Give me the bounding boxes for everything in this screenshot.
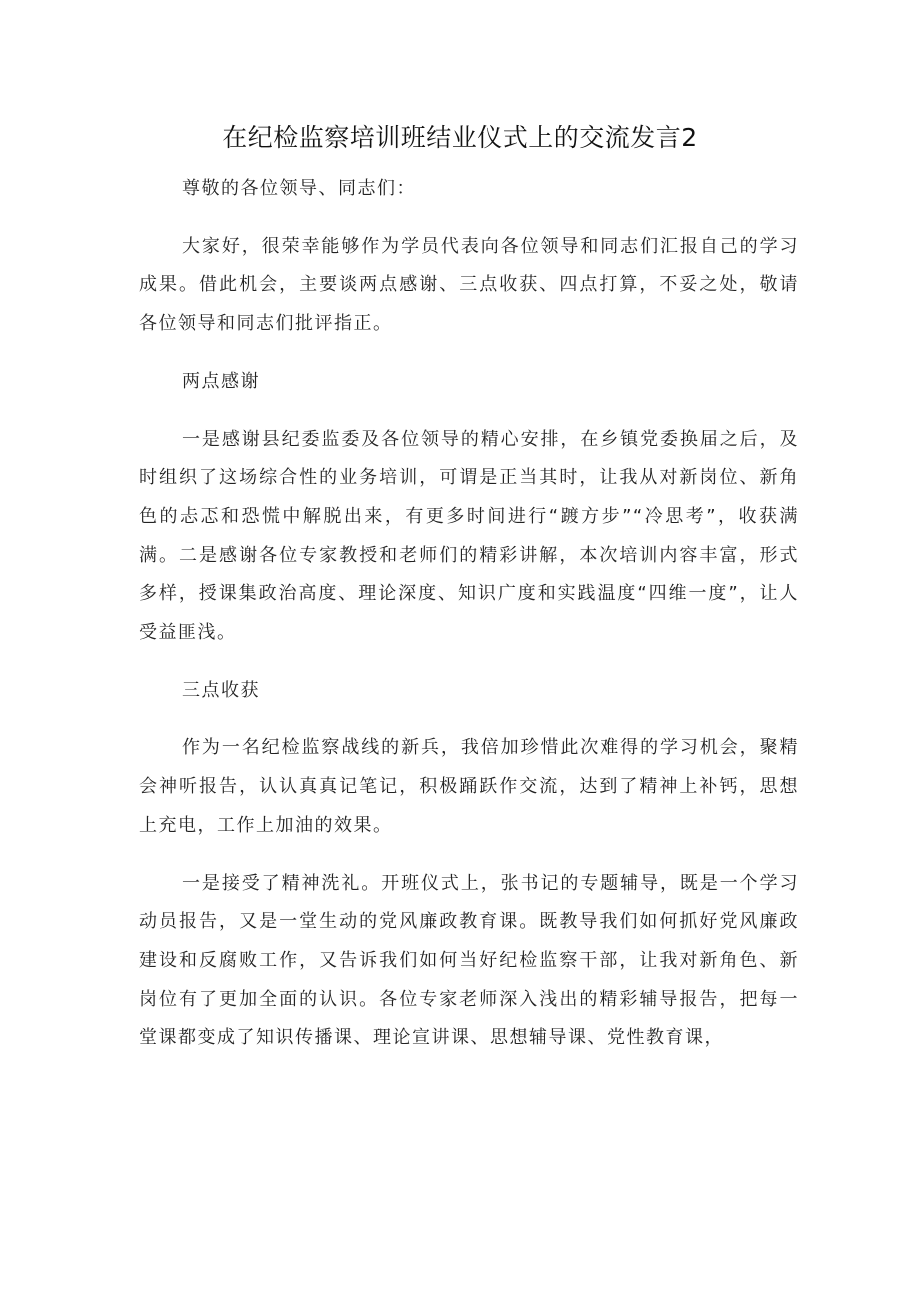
gains-intro-paragraph: 作为一名纪检监察战线的新兵，我倍加珍惜此次难得的学习机会，聚精会神听报告，认认真真记笔记，积极踊跃作交流，达到了精神上补钙，思想上充电，工作上加油的效果。 [139, 737, 799, 836]
document-body [139, 170, 799, 1077]
salutation-paragraph: 尊敬的各位领导、同志们： [182, 178, 416, 199]
section-heading-gains: 三点收获 [182, 679, 260, 701]
gains-first-paragraph: 一是接受了精神洗礼。开班仪式上，张书记的专题辅导，既是一个学习动员报告，又是一堂生动的党风廉政教育课。既教导我们如何抓好党风廉政建设和反腐败工作，又告诉我们如何当好纪检监察干部，让我对新角色、新岗位有了更加全面的认识。各位专家老师深入浅出的精彩辅导报告，把每一堂课都变成了知识传播课、理论宣讲课、思想辅导课、党性教育课， [139, 872, 799, 1049]
thanks-paragraph: 一是感谢县纪委监委及各位领导的精心安排，在乡镇党委换届之后，及时组织了这场综合性的业务培训，可谓是正当其时，让我从对新岗位、新角色的忐忑和恐慌中解脱出来，有更多时间进行“踱方步”“冷思考”，收获满满。二是感谢各位专家教授和老师们的精彩讲解，本次培训内容丰富，形式多样，授课集政治高度、理论深度、知识广度和实践温度“四维一度”，让人受益匪浅。 [139, 428, 799, 644]
intro-paragraph: 大家好，很荣幸能够作为学员代表向各位领导和同志们汇报自己的学习成果。借此机会，主要谈两点感谢、三点收获、四点打算，不妥之处，敬请各位领导和同志们批评指正。 [139, 235, 799, 335]
document-title: 在纪检监察培训班结业仪式上的交流发言2 [222, 123, 698, 152]
section-heading-thanks: 两点感谢 [182, 370, 260, 392]
